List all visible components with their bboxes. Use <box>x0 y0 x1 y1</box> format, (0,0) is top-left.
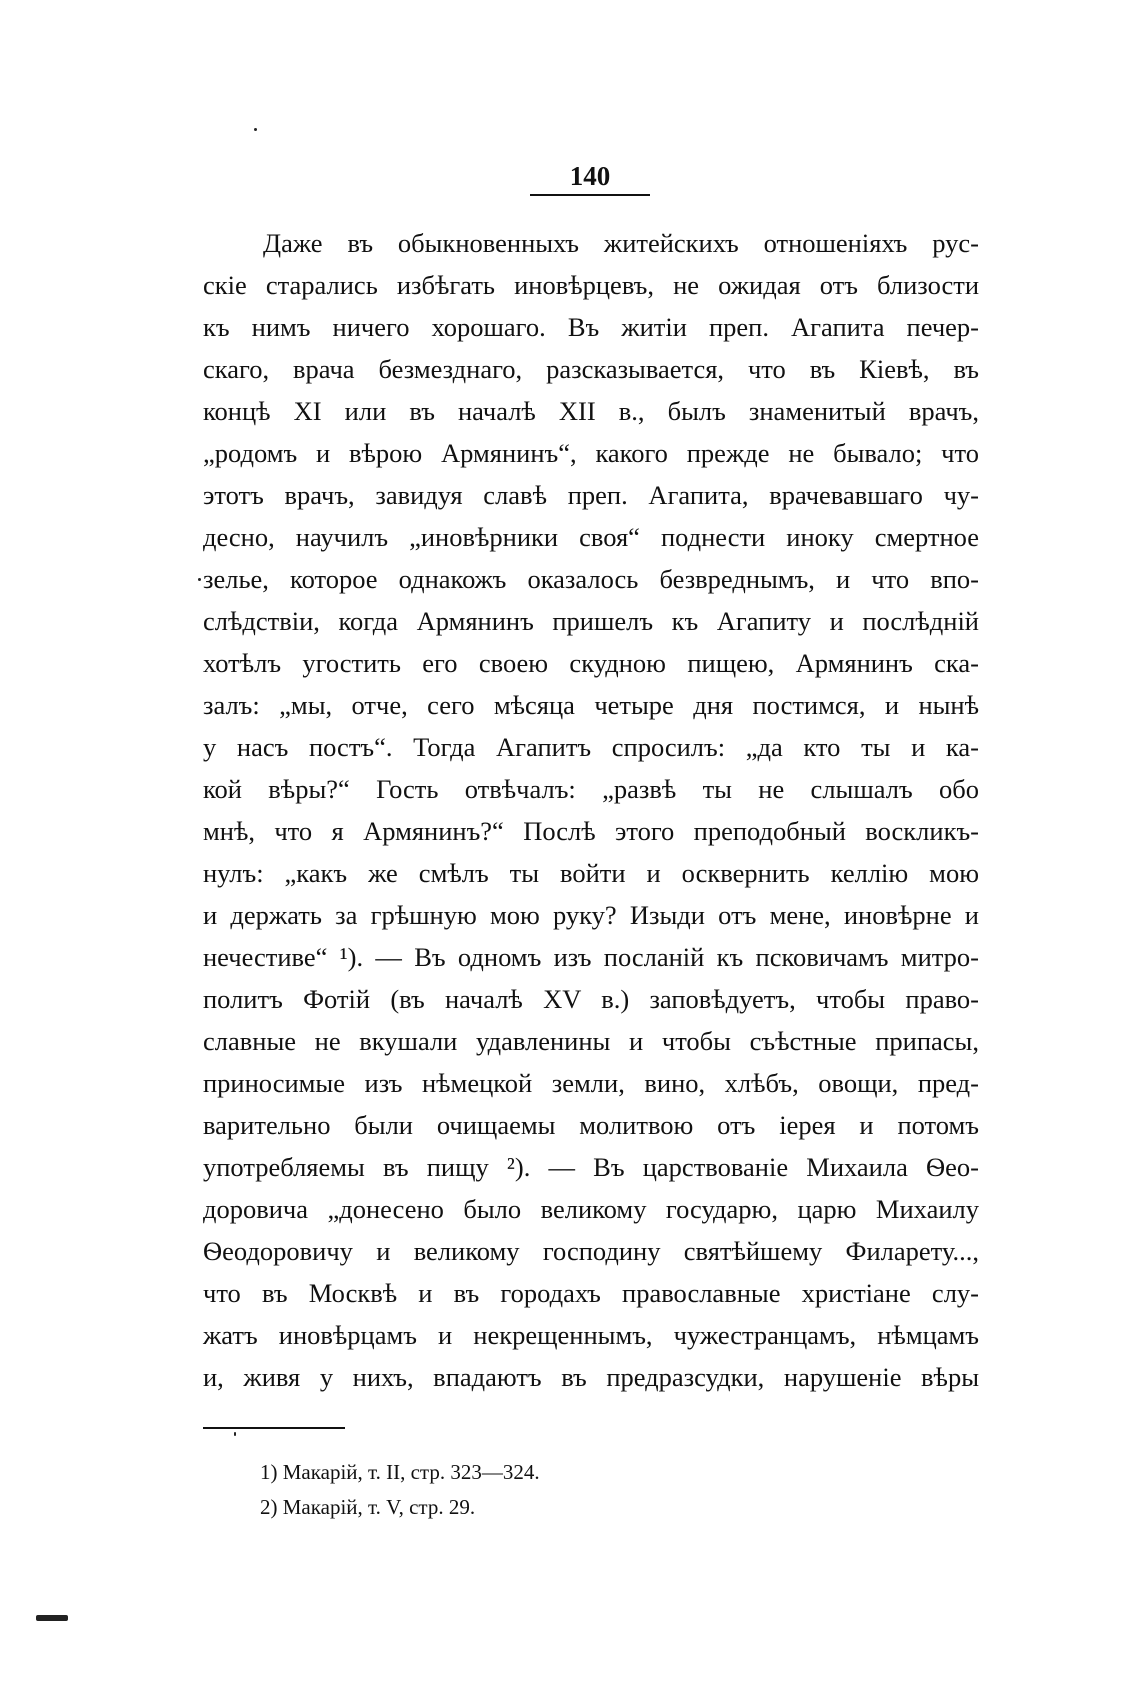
text-line: Ѳеодоровичу и великому господину святѣйшему Филарету..., <box>203 1236 979 1266</box>
body-text <box>203 222 979 1398</box>
text-line: нулъ: „какъ же смѣлъ ты войти и осквернить келлію мою <box>203 858 979 888</box>
text-line: и, живя у нихъ, впадаютъ въ предразсудки, нарушеніе вѣры <box>203 1362 979 1392</box>
text-line: скаго, врача безмезднаго, разсказывается, что въ Кіевѣ, въ <box>203 354 979 384</box>
text-line: славные не вкушали удавленины и чтобы съѣстные припасы, <box>203 1026 979 1056</box>
text-line: залъ: „мы, отче, сего мѣсяца четыре дня постимся, и нынѣ <box>203 690 979 720</box>
scan-speck <box>198 578 201 581</box>
scan-speck <box>254 128 257 131</box>
text-line: доровича „донесено было великому государю, царю Михаилу <box>203 1194 979 1224</box>
footnote-1: 1) Макарій, т. II, стр. 323—324. <box>260 1460 540 1484</box>
footnote-rule <box>203 1427 345 1429</box>
text-line: Даже въ обыкновенныхъ житейскихъ отношеніяхъ рус- <box>263 228 979 258</box>
text-line: варительно были очищаемы молитвою отъ іерея и потомъ <box>203 1110 979 1140</box>
text-line: жатъ иновѣрцамъ и некрещеннымъ, чужестранцамъ, нѣмцамъ <box>203 1320 979 1350</box>
text-line: нечестиве“ ¹). — Въ одномъ изъ посланій къ псковичамъ митро- <box>203 942 979 972</box>
scan-speck <box>234 1432 236 1436</box>
text-line: кой вѣры?“ Гость отвѣчалъ: „развѣ ты не слышалъ обо <box>203 774 979 804</box>
text-line: къ нимъ ничего хорошаго. Въ житіи преп. Агапита печер- <box>203 312 979 342</box>
scan-speck <box>36 1615 68 1621</box>
text-line: хотѣлъ угостить его своею скудною пищею, Армянинъ ска- <box>203 648 979 678</box>
text-line: политъ Фотій (въ началѣ XV в.) заповѣдуетъ, чтобы право- <box>203 984 979 1014</box>
text-line: концѣ XI или въ началѣ XII в., былъ знаменитый врачъ, <box>203 396 979 426</box>
page-number: 140 <box>569 161 611 191</box>
text-line: скіе старались избѣгать иновѣрцевъ, не ожидая отъ близости <box>203 270 979 300</box>
text-line: этотъ врачъ, завидуя славѣ преп. Агапита, врачевавшаго чу- <box>203 480 979 510</box>
text-line: что въ Москвѣ и въ городахъ православные христіане слу- <box>203 1278 979 1308</box>
footnotes <box>260 1455 540 1525</box>
page-number-rule <box>530 194 650 196</box>
text-line: у насъ постъ“. Тогда Агапитъ спросилъ: „да кто ты и ка- <box>203 732 979 762</box>
text-line: мнѣ, что я Армянинъ?“ Послѣ этого преподобный воскликъ- <box>203 816 979 846</box>
text-line: приносимые изъ нѣмецкой земли, вино, хлѣбъ, овощи, пред- <box>203 1068 979 1098</box>
text-line: „родомъ и вѣрою Армянинъ“, какого прежде не бывало; что <box>203 438 979 468</box>
footnote-2: 2) Макарій, т. V, стр. 29. <box>260 1495 476 1519</box>
text-line: десно, научилъ „иновѣрники своя“ поднести иноку смертное <box>203 522 979 552</box>
text-line: употребляемы въ пищу ²). — Въ царствованіе Михаила Ѳео- <box>203 1152 979 1182</box>
text-line: слѣдствіи, когда Армянинъ пришелъ къ Агапиту и послѣдній <box>203 606 979 636</box>
text-line: и держать за грѣшную мою руку? Изыди отъ мене, иновѣрне и <box>203 900 979 930</box>
text-line: зелье, которое однакожъ оказалось безвреднымъ, и что впо- <box>203 564 979 594</box>
